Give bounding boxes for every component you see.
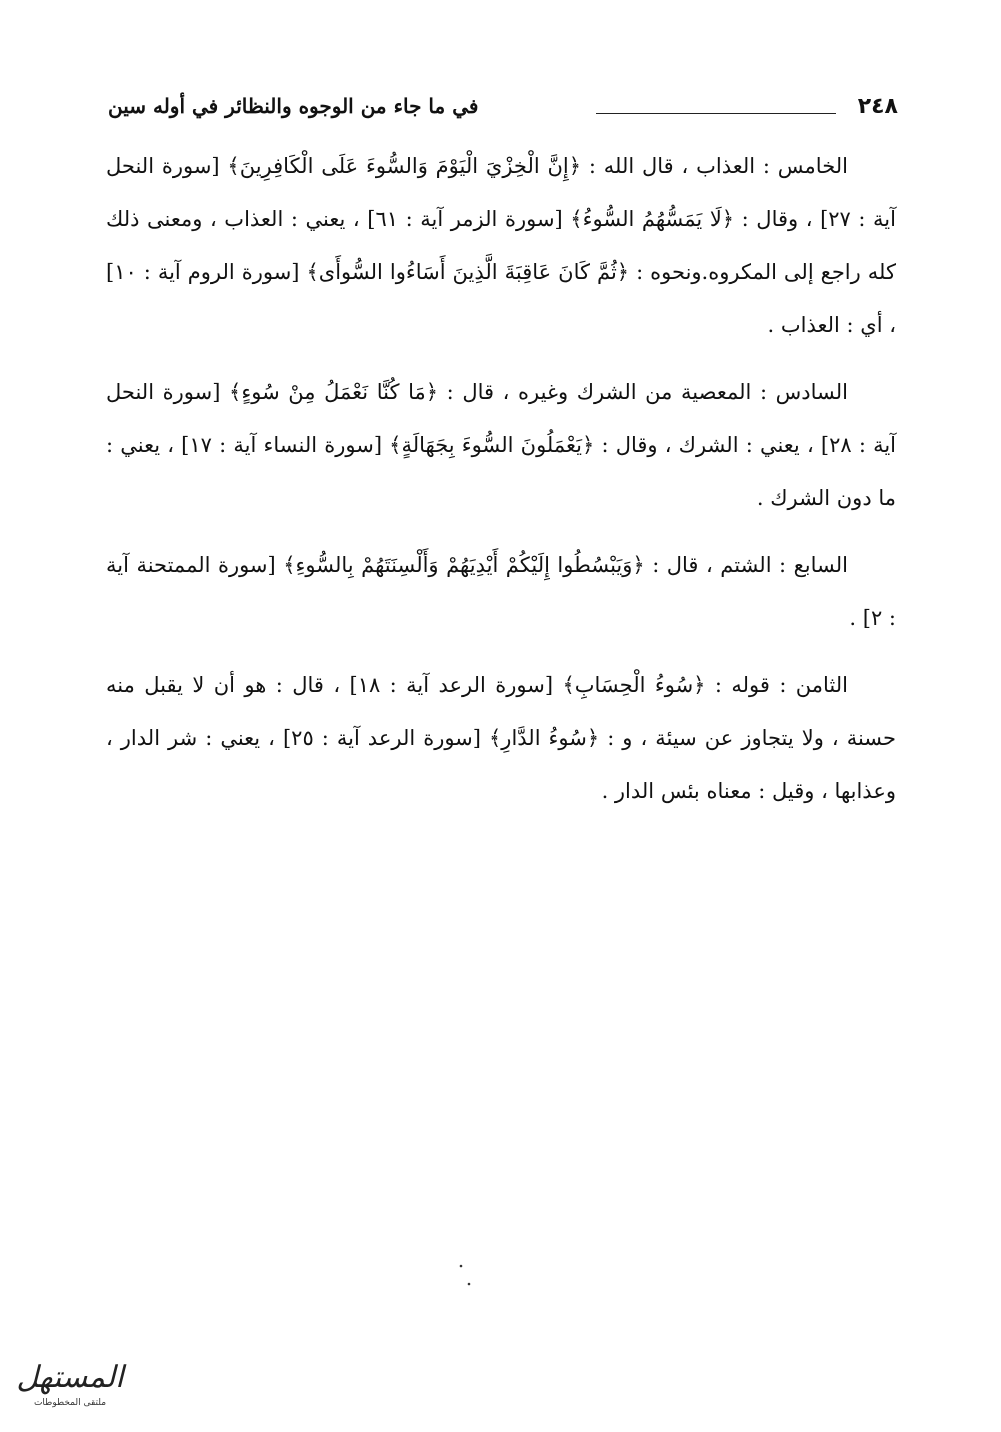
paragraph-fifth-meaning: الخامس : العذاب ، قال الله : ﴿إِنَّ الْخِزْيَ الْيَوْمَ وَالسُّوءَ عَلَى الْكَافِرِينَ﴾ [سورة النحل آية : ٢٧] ، وقال : ﴿لَا يَمَسُّهُمُ السُّوءُ﴾ [سورة الزمر آية : ٦١] ، يعني : العذاب ، ومعنى ذلك كله راجع إلى المكروه.ونحوه : ﴿ثُمَّ كَانَ عَاقِبَةَ الَّذِينَ أَسَاءُوا السُّوأَى﴾ [سورة الروم آية : ١٠] ، أي : العذاب . [106,154,896,337]
paragraph-eighth-meaning: الثامن : قوله : ﴿سُوءُ الْحِسَابِ﴾ [سورة الرعد آية : ١٨] ، قال : هو أن لا يقبل منه حسنة ، ولا يتجاوز عن سيئة ، و : ﴿سُوءُ الدَّارِ﴾ [سورة الرعد آية : ٢٥] ، يعني : شر الدار ، وعذابها ، وقيل : معناه بئس الدار . [106,673,896,803]
logo-subtitle: ملتقى المخطوطات [33,1398,107,1408]
page-number: ٢٤٨ [857,94,898,119]
paragraph-seventh-meaning: السابع : الشتم ، قال : ﴿وَيَبْسُطُوا إِلَيْكُمْ أَيْدِيَهُمْ وَأَلْسِنَتَهُمْ بِالسُّوءِ﴾ [سورة الممتحنة آية : ٢] . [106,553,896,630]
page-body [106,140,896,832]
logo-script: المستهل [16,1360,124,1395]
running-title: في ما جاء من الوجوه والنظائر في أوله سين [108,94,479,118]
watermark-logo [14,1360,126,1418]
scan-specks [455,1262,475,1292]
paragraph-sixth-meaning: السادس : المعصية من الشرك وغيره ، قال : ﴿مَا كُنَّا نَعْمَلُ مِنْ سُوءٍ﴾ [سورة النحل آية : ٢٨] ، يعني : الشرك ، وقال : ﴿يَعْمَلُونَ السُّوءَ بِجَهَالَةٍ﴾ [سورة النساء آية : ١٧] ، يعني : ما دون الشرك . [106,380,897,510]
page-header [108,94,898,130]
header-rule [596,113,836,114]
